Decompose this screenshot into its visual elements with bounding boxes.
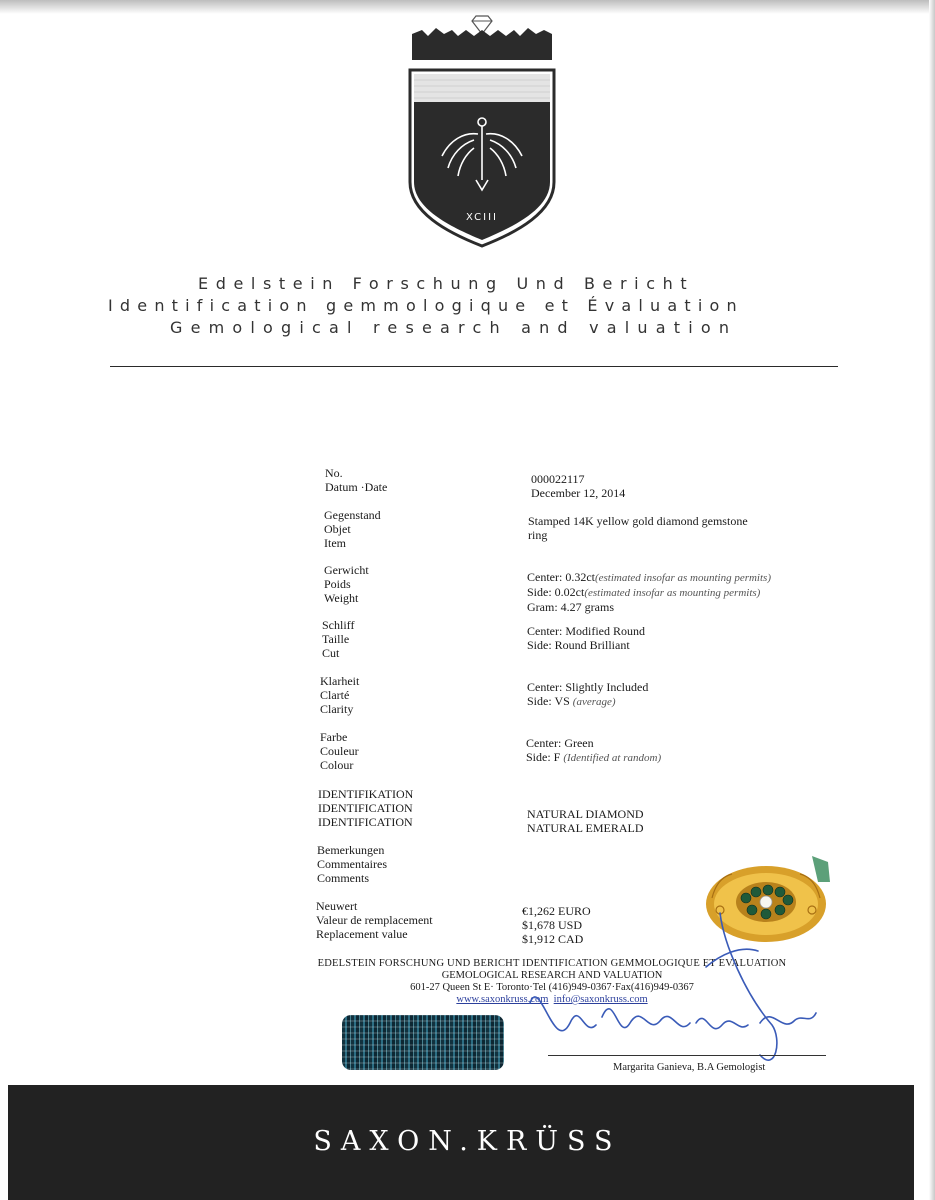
crown-icon [412,28,552,60]
crest-motto: XCIII [466,212,498,223]
field-item-label: Gegenstand Objet Item [324,508,381,550]
field-colour-value: Center: Green Side: F (Identified at random) [526,736,662,764]
field-weight-label: Gerwicht Poids Weight [324,563,369,605]
title-french: Identification gemmologique et Évaluation [108,296,744,315]
field-colour-label: Farbe Couleur Colour [320,730,359,772]
field-weight-value: Center: 0.32ct(estimated insofar as mounting permits) Side: 0.02ct(estimated insofar as mounting permits) Gram: 4.27 grams [527,570,771,614]
title-english: Gemological research and valuation [170,318,738,337]
field-replacement-label: Neuwert Valeur de remplacement Replacement value [316,899,433,941]
field-identification-label: IDENTIFIKATION IDENTIFICATION IDENTIFICATION [318,787,414,829]
field-number-label: No. Datum ·Date [325,466,388,494]
field-clarity-value: Center: Slightly Included Side: VS (average) [527,680,649,708]
company-address: 601-27 Queen St E· Toronto·Tel (416)949-0367·Fax(416)949-0367 [410,982,694,993]
field-cut-value: Center: Modified Round Side: Round Brilliant [527,624,645,652]
company-name-line: EDELSTEIN FORSCHUNG UND BERICHT IDENTIFICATION GEMMOLOGIQUE ET EVALUATION [317,958,787,969]
crest-logo [408,12,556,252]
website-link[interactable]: www.saxonkruss.com [456,994,549,1005]
field-date-value: December 12, 2014 [531,486,626,500]
field-comments-label: Bemerkungen Commentaires Comments [317,843,387,885]
brand-wordmark: SAXON.KRÜSS [313,1126,622,1157]
title-german: Edelstein Forschung Und Bericht [198,274,695,293]
field-item-value: Stamped 14K yellow gold diamond gemstone ring [528,514,748,542]
signature-line [548,1055,826,1056]
field-date-label: Datum ·Date [325,480,388,494]
email-link[interactable]: info@saxonkruss.com [553,994,648,1005]
field-cut-label: Schliff Taille Cut [322,618,355,660]
field-clarity-label: Klarheit Clarté Clarity [320,674,360,716]
security-hologram [342,1015,504,1070]
signatory-name: Margarita Ganieva, B.A Gemologist [613,1062,766,1073]
field-number-value: 000022117 December 12, 2014 [531,472,626,500]
company-name-line-2: GEMOLOGICAL RESEARCH AND VALUATION [441,970,663,981]
header-divider [110,366,838,367]
scan-edge-right [929,0,935,1200]
field-identification-value: NATURAL DIAMOND NATURAL EMERALD [527,807,644,835]
signature-image [510,905,830,1075]
field-replacement-value: €1,262 EURO $1,678 USD $1,912 CAD [522,904,591,946]
